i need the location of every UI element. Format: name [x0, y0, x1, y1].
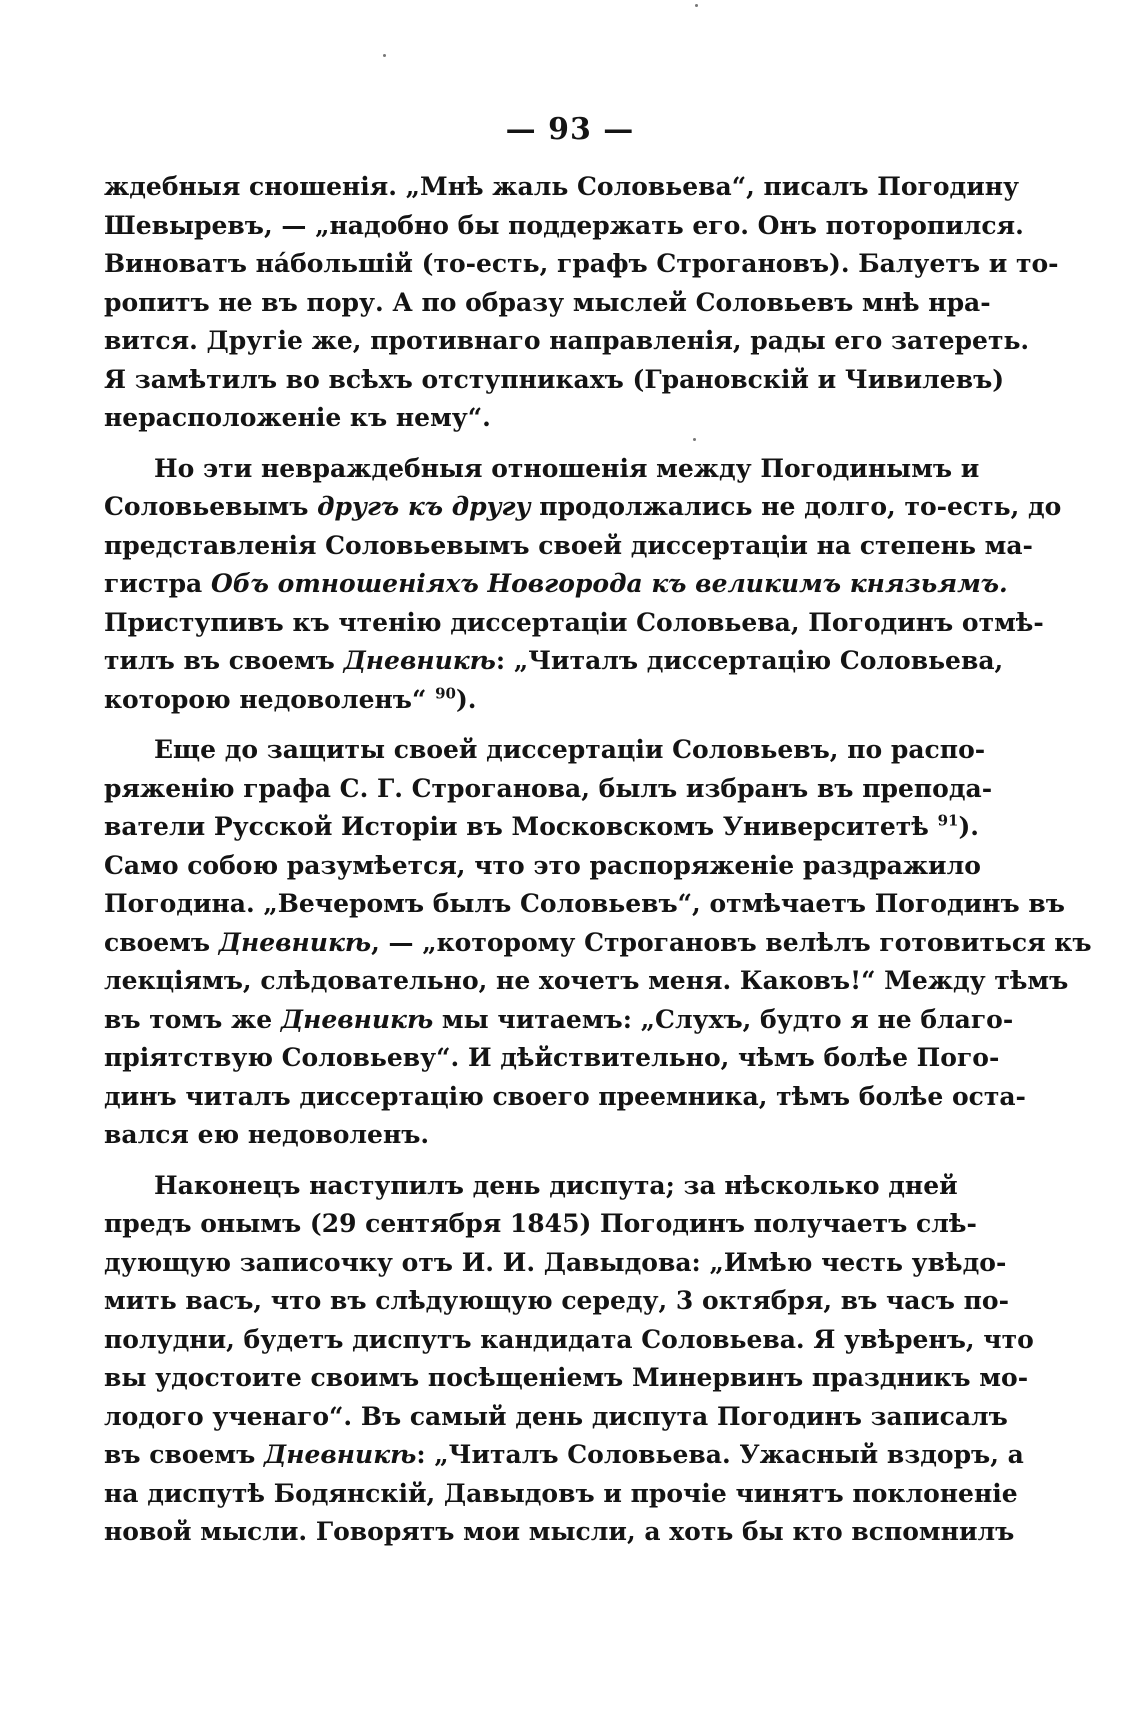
text-span: , — „которому Строгановъ велѣлъ готовиться къ	[371, 927, 1092, 957]
text-span: въ своемъ	[104, 1440, 265, 1469]
text-line	[104, 1436, 1024, 1475]
text-line	[104, 604, 1044, 643]
text-line	[104, 488, 1062, 527]
text-span: Погодина. „Вечеромъ былъ Соловьевъ“, отмѣчаетъ Погодинъ въ	[104, 889, 1065, 918]
text-span: мить васъ, что въ слѣдующую середу, 3 октября, въ часъ по-	[104, 1286, 1009, 1315]
text-span: Но эти невраждебныя отношенія между Погодинымъ и	[154, 453, 980, 483]
text-span: лекціямъ, слѣдовательно, не хочетъ меня. Каковъ!“ Между тѣмъ	[104, 966, 1069, 995]
text-line	[104, 962, 1069, 1001]
text-span: ).	[958, 812, 980, 841]
text-span: вится. Другіе же, противнаго направленія, рады его затереть.	[104, 326, 1030, 355]
text-span: новой мысли. Говорятъ мои мысли, а хоть бы кто вспомнилъ	[104, 1517, 1015, 1546]
text-span: ).	[455, 684, 477, 714]
text-span: Еще до защиты своей диссертаціи Соловьевъ, по распо-	[154, 735, 986, 764]
footnote-ref: 90	[435, 684, 456, 703]
text-line	[104, 168, 1020, 207]
text-line	[104, 450, 980, 489]
text-span: ропитъ не въ пору. А по образу мыслей Соловьевъ мнѣ нра-	[104, 287, 991, 317]
text-span: представленія Соловьевымъ своей диссертаціи на степень ма-	[104, 530, 1033, 560]
paragraph	[104, 168, 1059, 438]
text-line	[104, 1001, 1014, 1040]
text-line	[104, 808, 980, 847]
text-span: гистра	[104, 569, 211, 598]
paper-speck	[693, 438, 696, 441]
paragraph-gap	[104, 1155, 904, 1167]
italic-title: другъ къ другу	[317, 492, 531, 521]
italic-title: Объ отношеніяхъ Новгорода къ великимъ князьямъ.	[210, 569, 1008, 598]
text-line	[104, 565, 1008, 604]
text-span: : „Читалъ Соловьева. Ужасный вздоръ, а	[416, 1440, 1024, 1469]
text-line	[104, 681, 904, 720]
text-line	[104, 924, 1092, 963]
paper-speck	[383, 54, 386, 57]
text-line	[104, 642, 1004, 681]
text-span: : „Читалъ диссертацію Соловьева,	[495, 646, 1004, 675]
text-line	[104, 731, 986, 770]
text-span: лодого ученаго“. Въ самый день диспута Погодинъ записалъ	[104, 1401, 1008, 1431]
text-line	[104, 1039, 1000, 1078]
text-line	[104, 322, 1030, 361]
text-line	[104, 245, 1059, 284]
text-span: предъ онымъ (29 сентября 1845) Погодинъ получаетъ слѣ-	[104, 1209, 977, 1238]
text-span: Виноватъ нáбольшій (то-есть, графъ Строгановъ). Балуетъ и то-	[104, 249, 1059, 278]
text-line	[104, 1321, 1034, 1360]
italic-title: Дневникѣ	[280, 1004, 434, 1034]
text-line	[104, 1359, 1029, 1398]
text-span: Само собою разумѣется, что это распоряженіе раздражило	[104, 850, 981, 880]
text-line	[104, 1475, 1018, 1514]
text-span: дующую записочку отъ И. И. Давыдова: „Имѣю честь увѣдо-	[104, 1247, 1007, 1277]
text-span: ватели Русской Исторіи въ Московскомъ Университетѣ	[104, 812, 938, 841]
text-line	[104, 1116, 904, 1155]
text-span: нерасположеніе къ нему“.	[104, 403, 491, 432]
text-line	[104, 1398, 1008, 1437]
text-line	[104, 1205, 977, 1244]
text-span: мы читаемъ: „Слухъ, будто я не благо-	[433, 1004, 1014, 1034]
page-number: — 93 —	[505, 112, 635, 147]
text-span: вы удостоите своимъ посѣщеніемъ Минервинъ праздникъ мо-	[104, 1363, 1029, 1392]
text-span: Я замѣтилъ во всѣхъ отступникахъ (Грановскій и Чивилевъ)	[104, 364, 1005, 394]
text-span: тилъ въ своемъ	[104, 646, 344, 675]
text-span: полудни, будетъ диспутъ кандидата Соловьева. Я увѣренъ, что	[104, 1324, 1034, 1354]
text-line	[104, 770, 993, 809]
text-span: пріятствую Соловьеву“. И дѣйствительно, чѣмъ болѣе Пого-	[104, 1043, 1000, 1072]
text-span: ряженію графа С. Г. Строганова, былъ избранъ въ препода-	[104, 773, 993, 803]
text-span: въ томъ же	[104, 1004, 281, 1034]
text-line	[104, 847, 981, 886]
text-span: Наконецъ наступилъ день диспута; за нѣсколько дней	[154, 1170, 958, 1200]
text-span: Шевыревъ, — „надобно бы поддержать его. Онъ поторопился.	[104, 210, 1024, 240]
text-line	[104, 1167, 958, 1206]
text-line	[104, 527, 1033, 566]
text-line	[104, 361, 1005, 400]
text-line	[104, 1078, 1026, 1117]
text-line	[104, 284, 991, 323]
text-span: продолжались не долго, то-есть, до	[530, 492, 1062, 521]
text-span: динъ читалъ диссертацію своего преемника, тѣмъ болѣе оста-	[104, 1081, 1026, 1111]
text-span: которою недоволенъ“	[104, 684, 436, 714]
text-line	[104, 207, 1024, 246]
text-span: своемъ	[104, 927, 219, 957]
paragraph-gap	[104, 719, 904, 731]
italic-title: Дневникѣ	[264, 1440, 417, 1469]
paragraph	[104, 450, 1062, 720]
text-span: ждебныя сношенія. „Мнѣ жаль Соловьева“, писалъ Погодину	[104, 172, 1020, 201]
italic-title: Дневникѣ	[343, 646, 496, 675]
text-span: на диспутѣ Бодянскій, Давыдовъ и прочіе чинятъ поклоненіе	[104, 1478, 1018, 1508]
footnote-ref: 91	[937, 811, 959, 830]
paper-speck	[695, 4, 698, 7]
text-span: вался ею недоволенъ.	[104, 1120, 430, 1149]
paragraph	[104, 731, 1092, 1155]
paragraph-gap	[104, 438, 904, 450]
text-line	[104, 1244, 1007, 1283]
text-line	[104, 885, 1065, 924]
text-span: Соловьевымъ	[104, 492, 318, 521]
text-span: Приступивъ къ чтенію диссертаціи Соловьева, Погодинъ отмѣ-	[104, 607, 1044, 637]
text-line	[104, 1282, 1009, 1321]
paragraph	[104, 1167, 1034, 1552]
text-line	[104, 1513, 1015, 1552]
body-text	[104, 168, 1092, 1552]
italic-title: Дневникѣ	[218, 927, 372, 957]
text-line	[104, 399, 904, 438]
